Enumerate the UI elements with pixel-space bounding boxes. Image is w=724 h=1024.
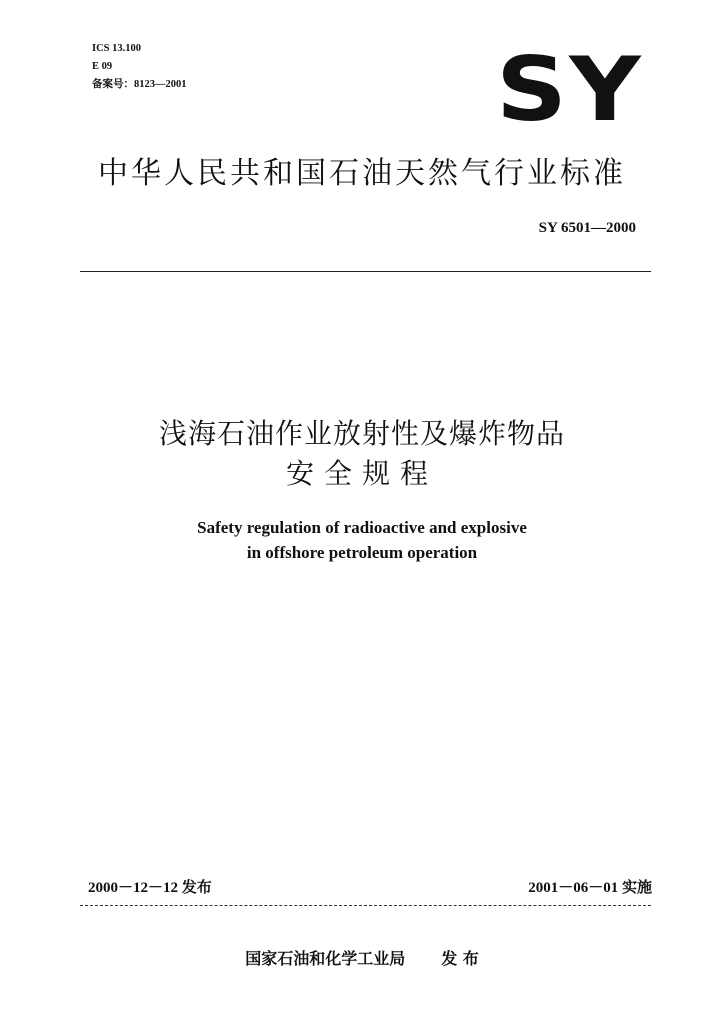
document-title-zh-line1: 浅海石油作业放射性及爆炸物品 bbox=[158, 417, 565, 450]
bottom-divider bbox=[80, 905, 651, 906]
top-divider bbox=[80, 271, 651, 272]
effective-date: 2001－06－01 实施 bbox=[528, 880, 652, 896]
issue-date: 2000－12－12 发布 bbox=[88, 880, 212, 896]
sy-logo: SY bbox=[496, 38, 643, 141]
document-title-en-line1: Safety regulation of radioactive and explosive bbox=[197, 518, 527, 537]
publisher-action: 发 布 bbox=[441, 949, 479, 968]
record-number: 备案号：8123—2001 bbox=[92, 79, 187, 90]
publisher-name: 国家石油和化学工业局 bbox=[245, 949, 406, 968]
ics-code: ICS 13.100 bbox=[92, 43, 142, 54]
publisher-line bbox=[0, 946, 724, 969]
document-title-zh-line2: 安全规程 bbox=[285, 457, 438, 490]
standard-number: SY 6501—2000 bbox=[538, 220, 636, 236]
document-title-en-line2: in offshore petroleum operation bbox=[246, 543, 478, 562]
classification-code: E 09 bbox=[92, 61, 113, 72]
standard-category-title: 中华人民共和国石油天然气行业标准 bbox=[98, 156, 626, 191]
